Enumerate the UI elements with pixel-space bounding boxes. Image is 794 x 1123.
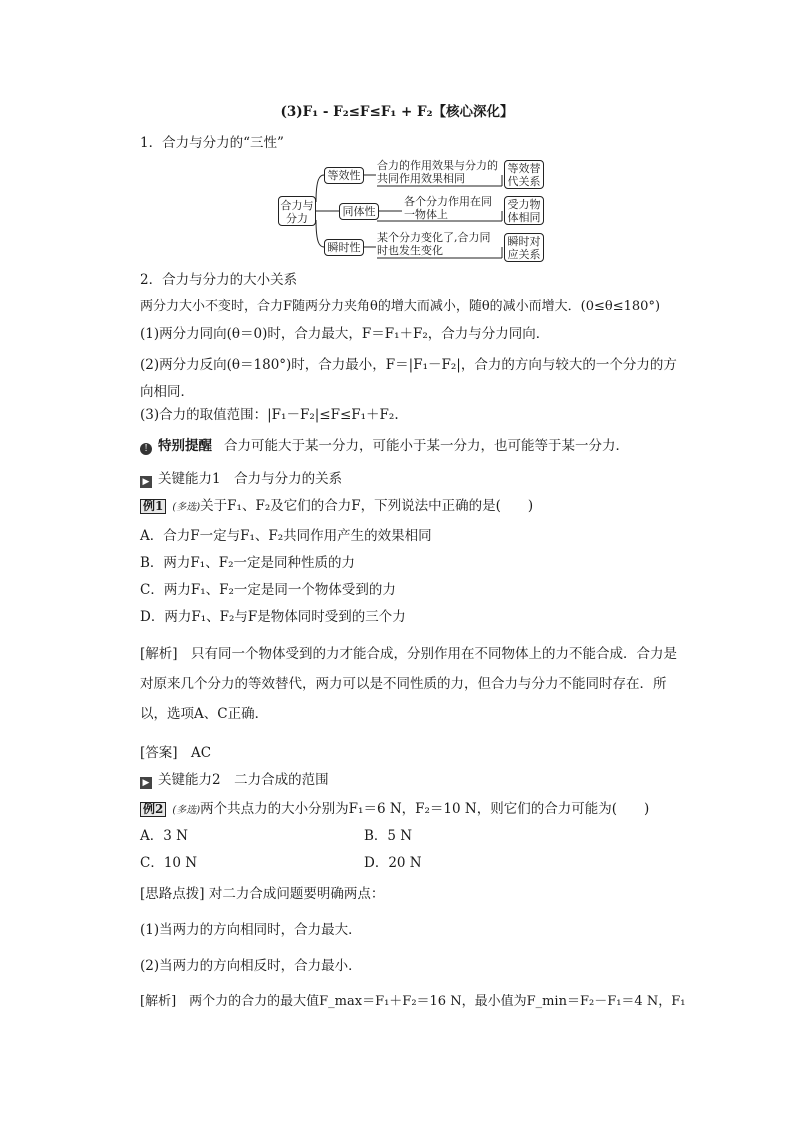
example-2-hint: [思路点拨] 对二力合成问题要明确两点： xyxy=(140,886,385,902)
section-2-paragraph-2: (1)两分力同向(θ＝0)时，合力最大，F＝F₁＋F₂，合力与分力同向． xyxy=(140,326,550,342)
three-properties-diagram xyxy=(276,158,546,264)
same-body-label: 同体性 xyxy=(339,203,379,220)
same-body-result: 受力物体相同 xyxy=(504,196,544,225)
example-1-option-c: C．两力F₁、F₂一定是同一个物体受到的力 xyxy=(140,582,396,598)
tip-text: 合力可能大于某一分力，可能小于某一分力，也可能等于某一分力． xyxy=(224,438,629,454)
example-1-question xyxy=(140,497,533,517)
section-2-title: 2．合力与分力的大小关系 xyxy=(140,272,298,288)
key-ability-1-title: ▶ 关键能力1 合力与分力的关系 xyxy=(140,470,342,488)
example-2-option-d: D．20 N xyxy=(364,855,422,871)
equivalence-label: 等效性 xyxy=(324,167,364,184)
example-2-hint-1: (1)当两力的方向相同时，合力最大． xyxy=(140,922,362,938)
equivalence-desc: 合力的作用效果与分力的共同作用效果相同 xyxy=(377,159,498,185)
example-2-analysis: [解析] 两个力的合力的最大值F_max＝F₁＋F₂＝16 N，最小值为F_min＝F₂－F₁＝4 N，F₁ xyxy=(140,994,686,1009)
same-body-desc: 各个分力作用在同一物体上 xyxy=(404,195,492,221)
example-2-type: (多选) xyxy=(172,805,201,816)
section-2-paragraph-1: 两分力大小不变时，合力F随两分力夹角θ的增大而减小，随θ的减小而增大．(0≤θ≤180°) xyxy=(140,299,661,314)
example-1-type: (多选) xyxy=(172,502,201,513)
example-1-option-d: D．两力F₁、F₂与F是物体同时受到的三个力 xyxy=(140,609,406,625)
section-heading: (3)F₁ - F₂≤F≤F₁ + F₂【核心深化】 xyxy=(280,104,514,120)
instantaneity-result: 瞬时对应关系 xyxy=(504,233,544,262)
play-icon: ▶ xyxy=(140,476,152,488)
example-2-option-a: A．3 N xyxy=(140,828,188,844)
play-icon: ▶ xyxy=(140,777,152,789)
example-2-stem: 两个共点力的大小分别为F₁＝6 N，F₂＝10 N，则它们的合力可能为( ) xyxy=(200,801,650,817)
example-2-question xyxy=(140,800,649,820)
section-1-title: 1．合力与分力的“三性” xyxy=(140,135,284,151)
example-1-option-a: A．合力F一定与F₁、F₂共同作用产生的效果相同 xyxy=(140,528,432,544)
example-2-option-b: B．5 N xyxy=(364,828,413,844)
example-1-analysis: [解析] 只有同一个物体受到的力才能合成，分别作用在不同物体上的力不能合成．合力是对原来几个分力的等效替代，两力可以是不同性质的力，但合力与分力不能同时存在．所以，选项A、C正确． xyxy=(140,646,678,722)
example-1-option-b: B．两力F₁、F₂一定是同种性质的力 xyxy=(140,555,355,571)
example-1-stem: 关于F₁、F₂及它们的合力F，下列说法中正确的是( ) xyxy=(200,498,534,514)
example-2-tag: 例2 xyxy=(140,802,166,817)
section-2-paragraph-3: (2)两分力反向(θ＝180°)时，合力最小，F＝|F₁－F₂|，合力的方向与较大的一个分力的方向相同． xyxy=(140,357,677,400)
example-1-answer: [答案] AC xyxy=(140,745,212,761)
special-tip xyxy=(140,437,629,455)
example-2-option-c: C．10 N xyxy=(140,855,198,871)
section-2-paragraph-4: (3)合力的取值范围：|F₁－F₂|≤F≤F₁＋F₂. xyxy=(140,407,399,423)
instantaneity-desc: 某个分力变化了,合力同时也发生变化 xyxy=(377,231,491,257)
center-box: 合力与分力 xyxy=(278,196,316,226)
warning-icon: ! xyxy=(140,443,152,455)
equivalence-result: 等效替代关系 xyxy=(504,160,544,189)
example-2-hint-2: (2)当两力的方向相反时，合力最小． xyxy=(140,958,362,974)
instantaneity-label: 瞬时性 xyxy=(324,239,364,256)
example-1-tag: 例1 xyxy=(140,499,166,514)
tip-label: 特别提醒 xyxy=(158,438,212,454)
key-ability-2-title: ▶ 关键能力2 二力合成的范围 xyxy=(140,771,329,789)
